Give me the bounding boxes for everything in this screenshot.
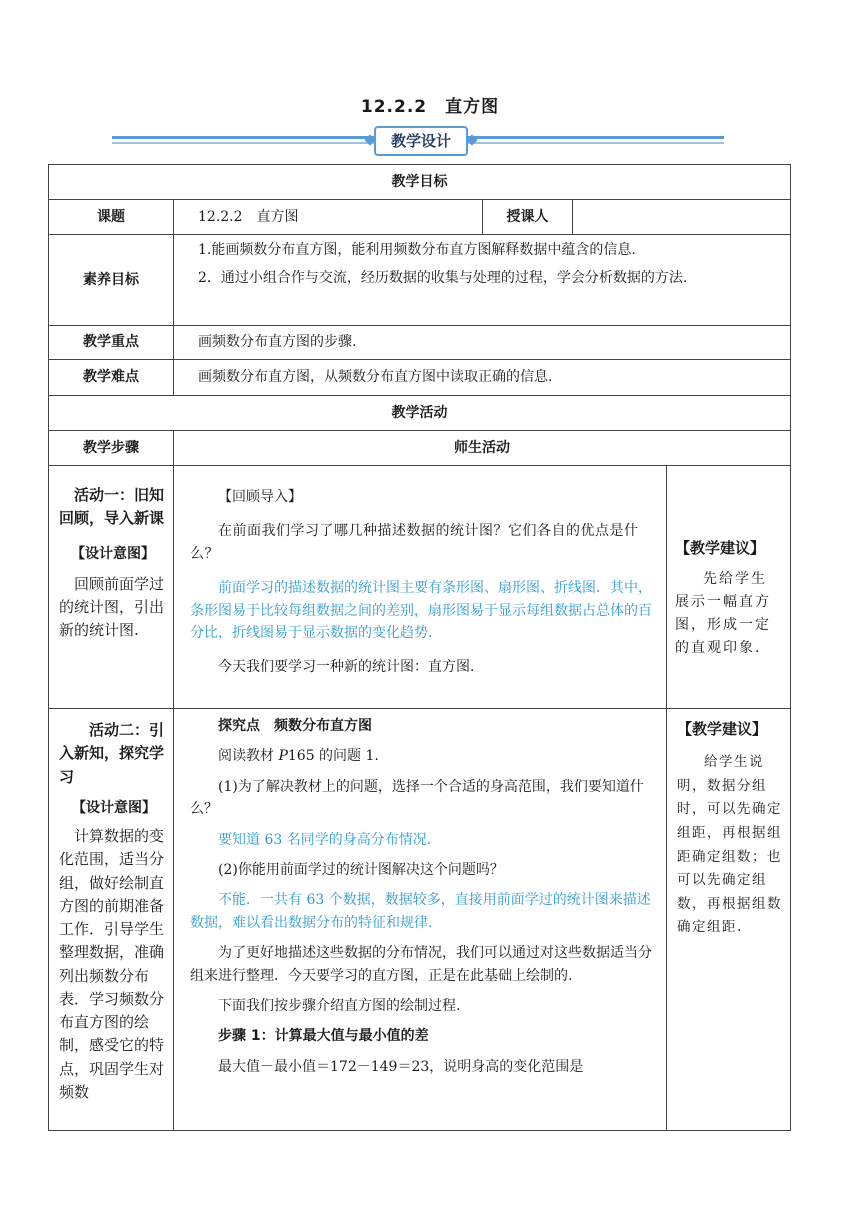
activity-header: 教学活动	[48, 395, 791, 431]
course-value: 12.2.2 直方图	[173, 199, 483, 235]
activity1-suggest-text: 先给学生展示一幅直方图，形成一定的直观印象.	[675, 571, 771, 657]
activity1-intent-text: 回顾前面学过的统计图，引出新的统计图.	[59, 574, 165, 640]
activity2-title: 活动二：引入新知，探究学习	[59, 721, 165, 786]
literacy-goals	[173, 234, 791, 326]
read-suffix: 165 的问题 1.	[287, 748, 379, 765]
activity1-content	[173, 465, 667, 709]
activity2-intent-text: 计算数据的变化范围，适当分组，做好绘制直方图的前期准备工作．引导学生整理数据，准确列出频数分布表．学习频数分布直方图的绘制，感受它的特点，巩固学生对频数	[59, 827, 165, 1101]
banner-label: 教学设计	[374, 126, 468, 156]
page-title: 12.2.2 直方图	[360, 97, 500, 117]
key-value: 画频数分布直方图的步骤.	[173, 325, 791, 360]
activity1-title: 活动一：旧知回顾，导入新课	[59, 486, 165, 528]
activity2-step1-text: 最大值－最小值＝172－149＝23，说明身高的变化范围是	[218, 1058, 584, 1075]
activity2-p1: 为了更好地描述这些数据的分布情况，我们可以通过对这些数据适当分组来进行整理．今天要学习的直方图，正是在此基础上绘制的.	[190, 945, 652, 984]
activity2-read	[190, 745, 652, 767]
activity2-a2: 不能．一共有 63 个数据，数据较多，直接用前面学过的统计图来描述数据，难以看出数据分布的特征和规律.	[190, 892, 651, 931]
teacher-value	[572, 199, 791, 235]
interaction-label: 师生活动	[173, 430, 791, 466]
teacher-label: 授课人	[482, 199, 573, 235]
literacy-item-1: 1.能画频数分布直方图，能利用频数分布直方图解释数据中蕴含的信息.	[198, 242, 636, 258]
section-banner	[112, 124, 724, 156]
activity2-cell	[48, 708, 174, 1131]
activity1-suggest-label: 【教学建议】	[675, 539, 766, 557]
literacy-item-2: 2．通过小组合作与交流，经历数据的收集与处理的过程，学会分析数据的方法.	[198, 270, 688, 287]
activity2-q2: (2)你能用前面学过的统计图解决这个问题吗？	[218, 861, 504, 878]
activity2-a1: 要知道 63 名同学的身高分布情况.	[218, 831, 432, 848]
activity2-suggestion	[666, 708, 791, 1131]
activity2-intent-label: 【设计意图】	[72, 799, 156, 816]
key-label: 教学重点	[48, 325, 174, 360]
activity1-question: 在前面我们学习了哪几种描述数据的统计图？它们各自的优点是什么？	[190, 523, 639, 562]
course-label: 课题	[48, 199, 174, 235]
activity1-answer: 前面学习的描述数据的统计图主要有条形图、扇形图、折线图．其中，条形图易于比较每组数据之间的差别，扇形图易于显示每组数据占总体的百分比，折线图易于显示数据的变化趋势．	[190, 580, 652, 641]
difficulty-value: 画频数分布直方图，从频数分布直方图中读取正确的信息.	[173, 359, 791, 396]
activity1-cell	[48, 465, 174, 709]
read-page-letter: P	[278, 748, 288, 765]
activity2-suggest-text: 给学生说明，数据分组时，可以先确定组距，再根据组距确定组数；也可以先确定组数，再根据组数确定组距.	[677, 754, 782, 936]
activity2-step1: 步骤 1：计算最大值与最小值的差	[218, 1028, 429, 1045]
activity2-p2: 下面我们按步骤介绍直方图的绘制过程.	[218, 997, 461, 1014]
steps-label: 教学步骤	[48, 430, 174, 466]
activity1-closing: 今天我们要学习一种新的统计图：直方图.	[218, 659, 475, 676]
literacy-label: 素养目标	[48, 234, 174, 326]
activity2-q1: (1)为了解决教材上的问题，选择一个合适的身高范围，我们要知道什么？	[190, 778, 644, 818]
difficulty-label: 教学难点	[48, 359, 174, 396]
activity2-suggest-label: 【教学建议】	[677, 720, 768, 738]
activity1-suggestion	[666, 465, 791, 709]
read-prefix: 阅读教材	[218, 748, 279, 765]
activity1-heading: 【回顾导入】	[218, 489, 302, 505]
lesson-plan-table	[48, 164, 791, 1131]
goals-header: 教学目标	[48, 164, 791, 200]
activity1-intent-label: 【设计意图】	[71, 545, 155, 562]
activity2-point: 探究点 频数分布直方图	[218, 718, 372, 734]
activity2-content	[173, 708, 667, 1131]
